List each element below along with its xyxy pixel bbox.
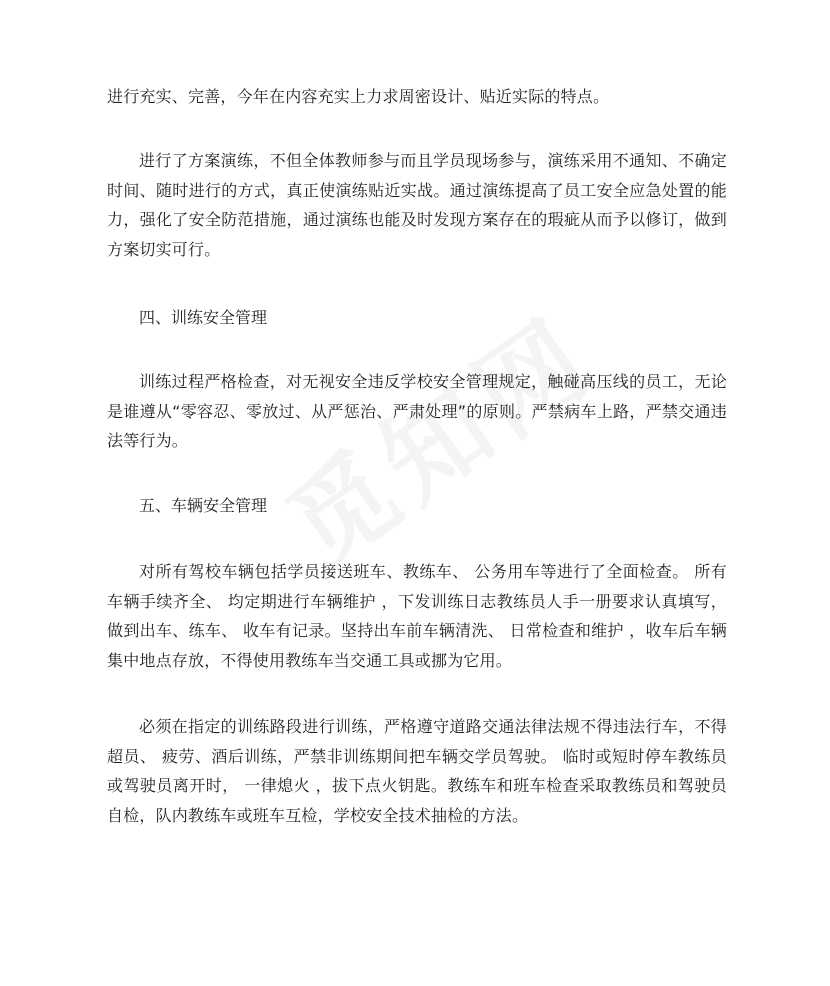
paragraph-training-route: 必须在指定的训练路段进行训练，严格遵守道路交通法律法规不得违法行车，不得超员、 疲劳、酒后训练，严禁非训练期间把车辆交学员驾驶。 临时或短时停车教练员或驾驶员离开时， 一律熄火 ，拔下点火钥匙。教练车和班车检查采取教练员和驾驶员自检，队内教练车或班车互检，学校安全技术抽检的方法。 [107, 717, 727, 825]
paragraph-continuation: 进行充实、完善，今年在内容充实上力求周密设计、贴近实际的特点。 [107, 87, 610, 106]
paragraph-training-safety: 训练过程严格检查，对无视安全违反学校安全管理规定，触碰高压线的员工，无论是谁遵从“零容忍、零放过、从严惩治、严肃处理”的原则。严禁病车上路，严禁交通违法等行为。 [107, 372, 727, 450]
section-heading-vehicle-safety: 五、车辆安全管理 [139, 496, 268, 515]
section-heading-training-safety: 四、训练安全管理 [139, 308, 268, 327]
paragraph-drill: 进行了方案演练，不但全体教师参与而且学员现场参与，演练采用不通知、不确定时间、随时进行的方式，真正使演练贴近实战。通过演练提高了员工安全应急处置的能力，强化了安全防范措施，通过演练也能及时发现方案存在的瑕疵从而予以修订，做到方案切实可行。 [107, 151, 727, 259]
paragraph-vehicle-inspection: 对所有驾校车辆包括学员接送班车、教练车、 公务用车等进行了全面检查。 所有车辆手续齐全、 均定期进行车辆维护 ，下发训练日志教练员人手一册要求认真填写，做到出车、练车、 收车有记录。坚持出车前车辆清洗、 日常检查和维护 ，收车后车辆集中地点存放，不得使用教练车当交通工具或挪为它用。 [107, 562, 727, 670]
